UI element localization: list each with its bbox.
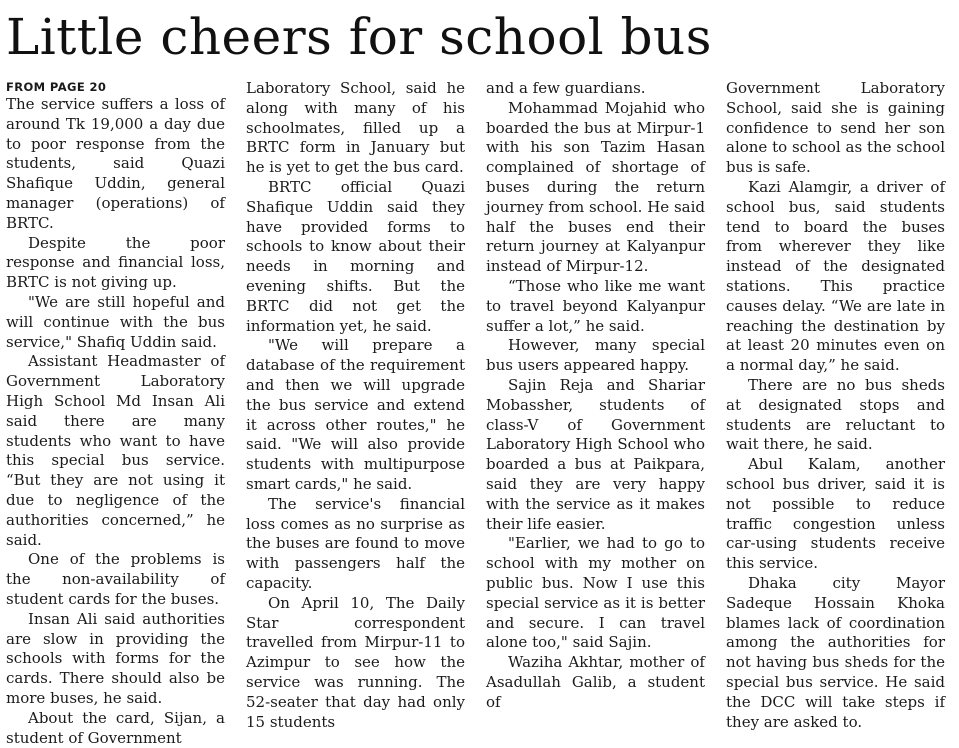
paragraph: "Earlier, we had to go to school with my mother on public bus. Now I use this special service as it is better and secure. I can travel alone too," said Sajin. xyxy=(486,534,705,652)
paragraph: One of the problems is the non-availability of student cards for the buses. xyxy=(6,550,225,608)
article-column-2 xyxy=(246,79,465,731)
paragraph: "We are still hopeful and will continue with the bus service," Shafiq Uddin said. xyxy=(6,292,225,351)
paragraph: Insan Ali said authorities are slow in providing the schools with forms for the cards. There should also be more buses, he said. xyxy=(6,609,225,707)
paragraph: There are no bus sheds at designated stops and students are reluctant to wait there, he said. xyxy=(726,375,945,454)
paragraph: The service's financial loss comes as no surprise as the buses are found to move with passengers half the capacity. xyxy=(246,494,465,592)
paragraph: Government Laboratory School, said she is gaining confidence to send her son alone to school as the school bus is safe. xyxy=(726,79,945,177)
paragraph: "We will prepare a database of the requirement and then we will upgrade the bus service and extend it across other routes," he said. "We will also provide students with multipurpose smart cards," he said. xyxy=(246,336,465,493)
paragraph: Mohammad Mojahid who boarded the bus at Mirpur-1 with his son Tazim Hasan complained of shortage of buses during the return journey from school. He said half the buses end their return journey at Kalyanpur instead of Mirpur-12. xyxy=(486,98,705,276)
paragraph: Dhaka city Mayor Sadeque Hossain Khoka blames lack of coordination among the authorities for not having bus sheds for the special bus service. He said the DCC will take steps if they are asked to. xyxy=(726,573,945,731)
paragraph: Sajin Reja and Shariar Mobassher, students of class-V of Government Laboratory High School who boarded a bus at Paikpara, said they are very happy with the service as it makes their life easier. xyxy=(486,375,705,533)
paragraph: However, many special bus users appeared happy. xyxy=(486,336,705,375)
paragraph: About the card, Sijan, a student of Government xyxy=(6,708,225,747)
paragraph: BRTC official Quazi Shafique Uddin said they have provided forms to schools to know about their needs in morning and evening shifts. But the BRTC did not get the information yet, he said. xyxy=(246,177,465,335)
paragraph: Despite the poor response and financial loss, BRTC is not giving up. xyxy=(6,233,225,292)
paragraph: Abul Kalam, another school bus driver, said it is not possible to reduce traffic congestion unless car-using students receive this service. xyxy=(726,455,945,573)
paragraph: “Those who like me want to travel beyond Kalyanpur suffer a lot,” he said. xyxy=(486,276,705,335)
paragraph: and a few guardians. xyxy=(486,79,646,97)
continuation-kicker: FROM PAGE 20 xyxy=(6,80,107,94)
paragraph: Kazi Alamgir, a driver of school bus, said students tend to board the buses from wherever they like instead of the designated stations. This practice causes delay. “We are late in reaching the destination by at least 20 minutes even on a normal day,” he said. xyxy=(726,177,945,375)
article-column-3 xyxy=(486,79,705,728)
paragraph: Waziha Akhtar, mother of Asadullah Galib, a student of xyxy=(486,653,705,711)
article-column-4 xyxy=(726,79,945,731)
paragraph: Laboratory School, said he along with many of his schoolmates, filled up a BRTC form in January but he is yet to get the bus card. xyxy=(246,79,465,177)
paragraph: On April 10, The Daily Star correspondent travelled from Mirpur-11 to Azimpur to see how the service was running. The 52-seater that day had only 15 students xyxy=(246,593,465,731)
headline: Little cheers for school bus xyxy=(6,8,712,66)
article-column-1 xyxy=(6,79,225,747)
paragraph: The service suffers a loss of around Tk 19,000 a day due to poor response from the students, said Quazi Shafique Uddin, general manager (operations) of BRTC. xyxy=(6,95,225,232)
paragraph: Assistant Headmaster of Government Laboratory High School Md Insan Ali said there are many students who want to have this special bus service. “But they are not using it due to negligence of the authorities concerned,” he said. xyxy=(6,352,225,549)
